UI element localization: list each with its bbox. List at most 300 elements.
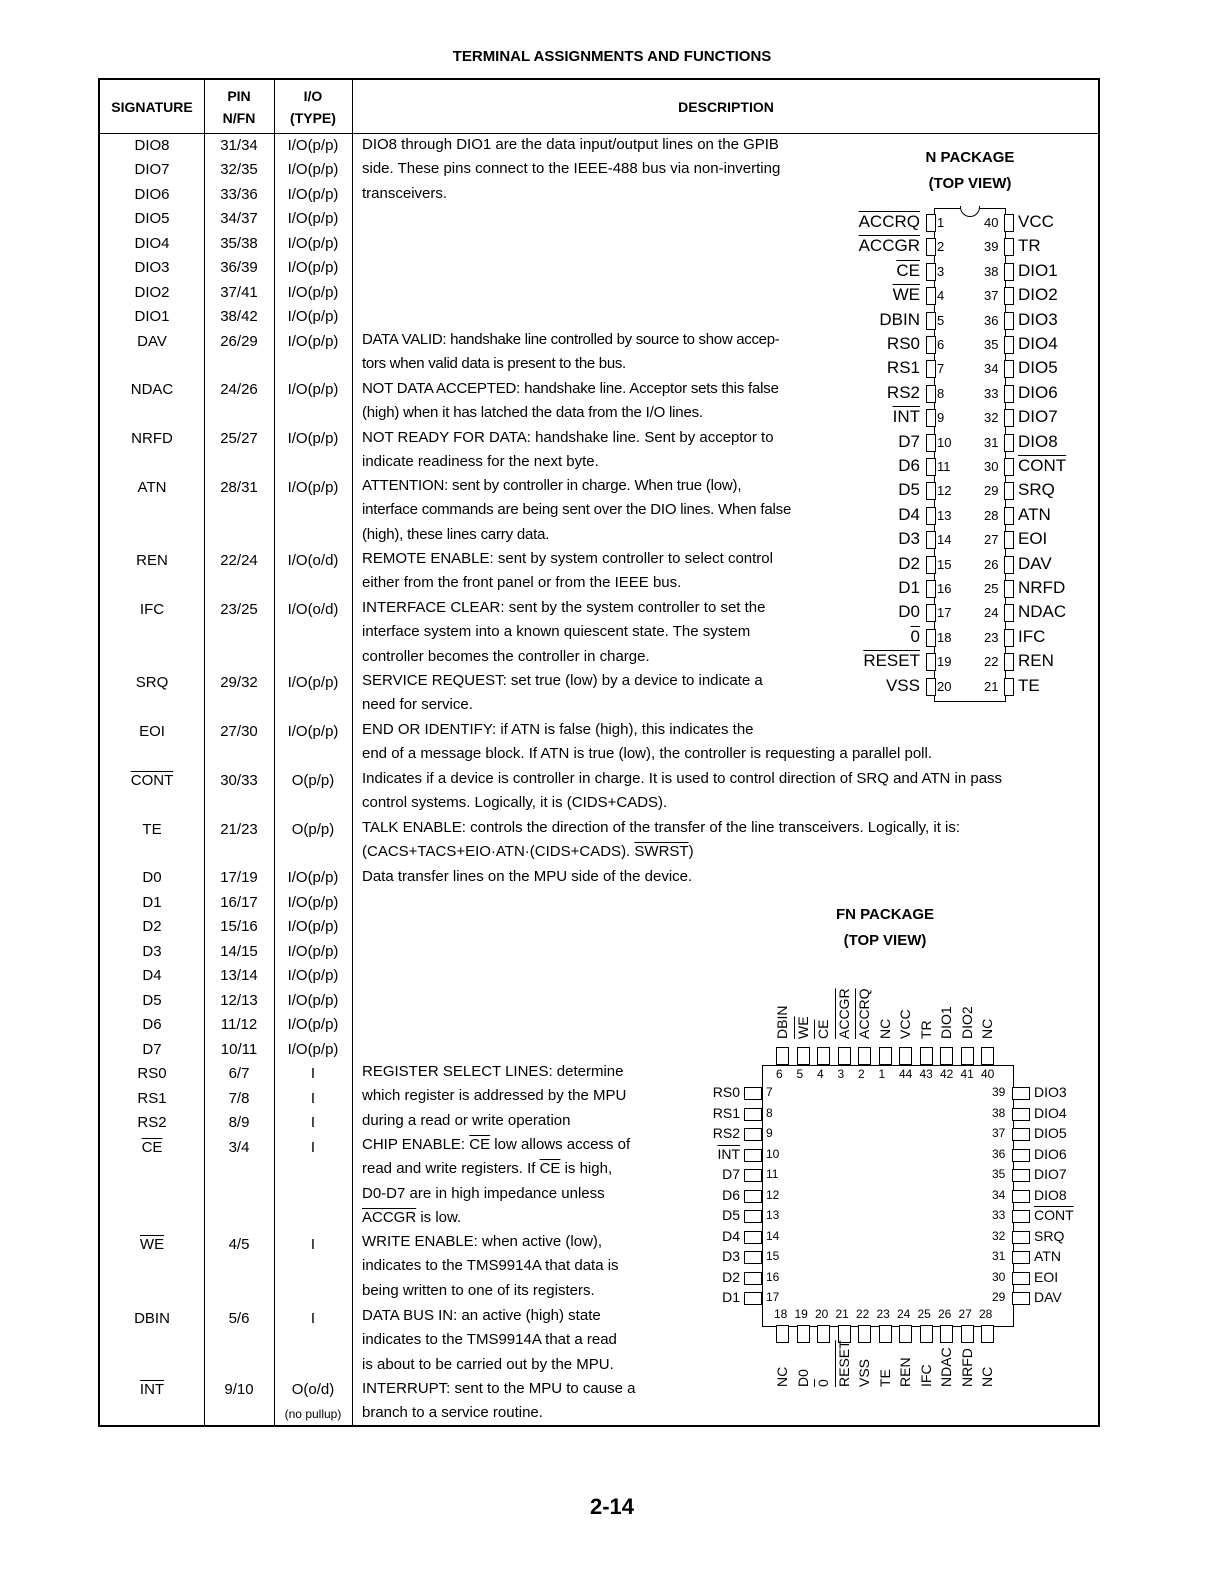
fn-pin-label: D3 [722, 1248, 740, 1264]
row-signature: SRQ [135, 674, 169, 691]
fn-pin-number: 38 [992, 1105, 1006, 1120]
desc-dio: DIO8 through DIO1 are the data input/output lines on the GPIB side. These pins connect to the IEEE-488 bus via non-inverting transceivers. [362, 136, 781, 202]
n-pin-stub [926, 531, 936, 549]
row-signature: CONT [130, 772, 174, 789]
row-pin: 31/34 [220, 137, 258, 154]
row-io-type: I/O(p/p) [287, 674, 339, 691]
row-io-type: I/O(p/p) [287, 186, 339, 203]
n-pin-label: DBIN [879, 309, 920, 329]
n-pin-stub [1004, 678, 1014, 696]
fn-pin-label: DIO1 [938, 1006, 954, 1039]
n-pin-label: D3 [898, 529, 920, 549]
fn-pin-label: DIO5 [1034, 1125, 1067, 1141]
row-signature: ATN [137, 479, 167, 496]
row-signature: D2 [142, 918, 162, 935]
fn-pin-stub [1012, 1292, 1030, 1305]
fn-pin-label: D7 [722, 1166, 740, 1182]
fn-pin-label: $\overline{WE}$ [794, 1016, 811, 1039]
n-pin-number: 22 [984, 654, 999, 670]
n-pin-number: 15 [937, 556, 952, 572]
fn-pin-label: NC [774, 1366, 790, 1387]
row-pin: 7/8 [228, 1090, 250, 1107]
terminal-table [98, 78, 1100, 1427]
n-pin-label: NDAC [1018, 602, 1067, 622]
n-pin-number: 5 [937, 312, 945, 328]
fn-pin-stub [940, 1047, 953, 1065]
n-pin-number: 13 [937, 507, 952, 523]
row-signature: IFC [139, 601, 165, 618]
fn-pin-stub [879, 1047, 892, 1065]
row-pin: 16/17 [220, 894, 258, 911]
page-number: 2-14 [589, 1494, 635, 1519]
desc-rs: REGISTER SELECT LINES: determine which register is addressed by the MPU during a read or write operation [362, 1063, 627, 1129]
n-pin-number: 28 [984, 507, 999, 523]
n-pin-label: IFC [1018, 626, 1046, 646]
row-signature: DIO2 [134, 284, 170, 301]
fn-pin-stub [879, 1325, 892, 1343]
fn-pin-number: 20 [815, 1307, 829, 1321]
row-pin: 29/32 [220, 674, 258, 691]
n-pin-number: 11 [937, 459, 951, 474]
fn-pin-stub [776, 1325, 789, 1343]
n-pin-number: 23 [984, 629, 999, 645]
row-io-type: I [310, 1065, 316, 1082]
fn-package-body [762, 1065, 1014, 1327]
row-signature: RS1 [137, 1090, 167, 1107]
n-pin-stub [1004, 531, 1014, 549]
fn-pin-number: 12 [766, 1187, 780, 1202]
header-io: I/O (TYPE) [290, 87, 336, 126]
fn-pin-number: 44 [899, 1067, 913, 1081]
n-pin-label: RS2 [886, 382, 920, 402]
fn-pin-number: 32 [992, 1228, 1006, 1243]
n-pin-stub [1004, 263, 1014, 281]
n-pin-stub [926, 556, 936, 574]
row-pin: 24/26 [220, 381, 258, 398]
n-pin-label: DIO3 [1018, 309, 1058, 329]
fn-pin-stub [744, 1292, 762, 1305]
row-signature: DIO4 [134, 235, 170, 252]
fn-pin-number: 35 [992, 1167, 1006, 1181]
n-pin-number: 2 [937, 239, 945, 255]
row-signature: REN [136, 552, 168, 569]
table-row [100, 964, 1100, 988]
fn-pin-label: NDAC [938, 1347, 954, 1387]
fn-pin-label: VCC [897, 1009, 913, 1039]
n-pin-number: 35 [984, 337, 999, 352]
n-pin-label: 0 [910, 626, 920, 646]
row-io-type: I/O(p/p) [287, 943, 339, 960]
n-pin-stub [926, 629, 936, 647]
fn-pin-number: 43 [919, 1067, 933, 1081]
n-pin-stub [1004, 287, 1014, 305]
row-signature: D6 [142, 1016, 162, 1033]
row-io-type: I/O(p/p) [287, 869, 339, 886]
row-pin: 37/41 [220, 284, 258, 301]
desc-te: TALK ENABLE: controls the direction of the transfer of the line transceivers. Logically, it is: (CACS+TACS+EIO·ATN·(CIDS+CADS). SWRST) [362, 819, 961, 861]
fn-pin-number: 8 [766, 1105, 773, 1120]
row-signature: DIO7 [134, 161, 170, 178]
row-pin: 11/12 [220, 1016, 258, 1033]
n-pin-number: 14 [937, 532, 952, 548]
n-pin-label: EOI [1018, 529, 1048, 549]
desc-srq: SERVICE REQUEST: set true (low) by a device to indicate a need for service. [362, 672, 763, 714]
fn-pin-stub [1012, 1231, 1030, 1244]
n-pin-stub [926, 360, 936, 378]
n-pin-label: ATN [1018, 504, 1051, 524]
row-pin: 22/24 [220, 552, 258, 569]
n-pin-label: D7 [898, 431, 920, 451]
n-pin-stub [1004, 556, 1014, 574]
row-signature: D1 [142, 894, 162, 911]
row-pin: 28/31 [220, 479, 258, 496]
row-pin: 10/11 [220, 1041, 258, 1058]
row-io-type: I/O(p/p) [287, 894, 339, 911]
row-io-type: I/O(p/p) [287, 967, 339, 984]
fn-pin-number: 27 [958, 1307, 972, 1321]
row-signature: D7 [142, 1041, 162, 1058]
fn-pin-label: RS1 [712, 1104, 740, 1121]
fn-pin-label: DIO7 [1034, 1166, 1067, 1182]
n-pin-number: 21 [984, 678, 999, 694]
n-pin-label: D5 [898, 480, 920, 500]
fn-pin-label: D5 [722, 1207, 740, 1223]
fn-pin-number: 30 [992, 1269, 1006, 1284]
fn-pin-label: $\overline{INT}$ [717, 1145, 740, 1162]
row-io-type: I [310, 1114, 316, 1131]
row-signature: NRFD [131, 430, 173, 447]
row-io-type: I/O(p/p) [287, 259, 339, 276]
fn-pin-number: 23 [876, 1307, 890, 1321]
header-signature: SIGNATURE [111, 98, 193, 115]
n-pin-label: RESET [863, 651, 920, 671]
row-signature: D4 [142, 967, 162, 984]
fn-pin-stub [961, 1325, 974, 1343]
n-pin-number: 4 [937, 288, 945, 304]
page-title: TERMINAL ASSIGNMENTS AND FUNCTIONS [452, 48, 772, 65]
row-pin: 14/15 [220, 943, 258, 960]
n-pin-number: 3 [937, 263, 945, 279]
fn-pin-stub [744, 1108, 762, 1121]
fn-pin-stub [940, 1325, 953, 1343]
n-pin-number: 39 [984, 239, 999, 255]
n-pin-stub [926, 238, 936, 256]
fn-pin-number: 9 [766, 1126, 773, 1140]
row-pin: 9/10 [224, 1381, 254, 1398]
desc-ifc: INTERFACE CLEAR: sent by the system controller to set the interface system into a known quiescent state. The system controller becomes the controller in charge. [362, 599, 766, 665]
n-pin-number: 31 [984, 434, 999, 450]
n-pin-stub [1004, 458, 1014, 476]
row-signature: DIO3 [134, 259, 170, 276]
desc-dbin: DATA BUS IN: an active (high) state indicates to the TMS9914A that a read is about to be carried out by the MPU. [362, 1307, 617, 1373]
fn-pin-stub [744, 1272, 762, 1285]
row-signature: $\overline{INT}$ [139, 1381, 165, 1398]
n-pin-stub [1004, 580, 1014, 598]
fn-pin-stub [981, 1047, 994, 1065]
row-signature: $\overline{CE}$ [141, 1139, 163, 1156]
row-io-type: I/O(p/p) [287, 430, 339, 447]
fn-pin-stub [797, 1047, 810, 1065]
row-signature: DIO5 [134, 210, 170, 227]
fn-pin-number: 3 [837, 1067, 845, 1081]
n-pin-stub [926, 482, 936, 500]
n-pin-number: 30 [984, 459, 999, 474]
fn-pin-label: D6 [722, 1186, 740, 1203]
fn-pin-number: 16 [766, 1269, 780, 1284]
n-pin-number: 25 [984, 581, 999, 596]
n-pin-stub [926, 580, 936, 598]
fn-pin-label: SRQ [1034, 1227, 1065, 1244]
n-pin-stub [1004, 434, 1014, 452]
row-signature: $\overline{WE}$ [139, 1236, 165, 1253]
fn-pin-label: NC [876, 1018, 893, 1039]
fn-pin-label: CONT [1034, 1207, 1074, 1223]
row-io-note: (no pullup) [284, 1407, 342, 1421]
fn-pin-number: 33 [992, 1208, 1006, 1222]
fn-pin-number: 15 [766, 1249, 780, 1263]
fn-pin-stub [1012, 1210, 1030, 1223]
row-io-type: I/O(p/p) [287, 918, 339, 935]
n-pin-number: 18 [937, 629, 952, 645]
row-pin: 23/25 [220, 601, 258, 618]
row-io-type: I/O(o/d) [287, 601, 339, 618]
row-io-type: I [310, 1310, 316, 1327]
row-pin: 36/39 [220, 259, 258, 276]
row-pin: 27/30 [220, 723, 258, 740]
fn-pin-number: 28 [979, 1307, 993, 1321]
n-pin-label: TR [1018, 236, 1041, 256]
row-io-type: I/O(p/p) [287, 723, 339, 740]
row-io-type: I/O(p/p) [287, 479, 339, 496]
fn-pin-stub [858, 1047, 871, 1065]
fn-pin-number: 17 [766, 1290, 780, 1304]
n-pin-stub [1004, 360, 1014, 378]
desc-cont: Indicates if a device is controller in charge. It is used to control direction of SRQ and ATN in pass control systems. Logically, it is (CIDS+CADS). [362, 770, 1003, 812]
row-pin: 33/36 [220, 186, 258, 203]
n-pin-label: ACCRQ [858, 212, 920, 231]
n-pin-label: D6 [898, 456, 920, 475]
n-pin-stub [1004, 409, 1014, 427]
row-signature: D0 [142, 869, 162, 886]
fn-pin-label: D1 [722, 1289, 740, 1305]
n-pin-label: TE [1018, 675, 1040, 695]
n-pin-number: 29 [984, 483, 999, 499]
row-pin: 38/42 [220, 308, 258, 325]
n-pin-number: 19 [937, 654, 952, 670]
fn-pin-label: D0 [794, 1369, 811, 1387]
fn-pin-number: 37 [992, 1126, 1006, 1140]
fn-pin-stub [1012, 1128, 1030, 1141]
n-pin-number: 9 [937, 410, 945, 426]
fn-pin-label: DIO3 [1034, 1084, 1067, 1100]
fn-package-title: FN PACKAGE (TOP VIEW) [835, 906, 935, 949]
fn-pin-label: DIO8 [1034, 1186, 1067, 1203]
desc-d: Data transfer lines on the MPU side of the device. [362, 868, 693, 885]
fn-pin-label: NRFD [958, 1348, 975, 1387]
row-signature: D5 [142, 992, 162, 1009]
row-pin: 35/38 [220, 235, 258, 252]
fn-pin-label: 0 [815, 1379, 831, 1387]
row-io-type: I [310, 1090, 316, 1107]
n-pin-stub [1004, 629, 1014, 647]
row-signature: DAV [137, 333, 167, 350]
row-io-type: I/O(o/d) [287, 552, 339, 569]
n-pin-stub [926, 263, 936, 281]
fn-pin-stub [1012, 1251, 1030, 1264]
n-pin-label: DIO6 [1018, 382, 1058, 402]
fn-pin-stub [981, 1325, 994, 1343]
fn-pin-number: 36 [992, 1146, 1006, 1161]
desc-ce: CHIP ENABLE: $\overline{CE}$ low allows access of read and write registers. If $\overline{CE}$ is high, D0-D7 are in high impedance unless ACCGR is low. [362, 1136, 631, 1227]
desc-atn: ATTENTION: sent by controller in charge. When true (low), interface commands are being sent over the DIO lines. When false (high), these lines carry data. [362, 477, 792, 543]
n-pin-label: DIO1 [1018, 260, 1058, 280]
row-io-type: I/O(p/p) [287, 235, 339, 252]
fn-pin-label: $\overline{CE}$ [815, 1019, 831, 1039]
fn-pin-number: 29 [992, 1290, 1006, 1304]
n-pin-number: 6 [937, 337, 945, 352]
n-pin-label: DIO2 [1018, 285, 1058, 305]
row-pin: 17/19 [220, 869, 258, 886]
fn-pin-stub [744, 1210, 762, 1223]
n-pin-number: 32 [984, 410, 999, 426]
fn-pin-stub [744, 1251, 762, 1264]
fn-pin-stub [744, 1169, 762, 1182]
n-pin-label: REN [1018, 651, 1054, 671]
fn-pin-label: ATN [1034, 1248, 1061, 1264]
n-pin-label: DAV [1018, 553, 1052, 573]
n-pin-label: DIO5 [1018, 358, 1058, 378]
n-package-body [934, 208, 1006, 702]
fn-pin-label: VSS [856, 1358, 872, 1387]
row-pin: 3/4 [228, 1139, 250, 1156]
fn-pin-stub [817, 1047, 830, 1065]
row-pin: 13/14 [220, 967, 258, 984]
row-io-type: I/O(p/p) [287, 308, 339, 325]
fn-pin-label: NC [979, 1366, 995, 1387]
fn-pin-label: NC [979, 1018, 995, 1039]
n-pin-number: 37 [984, 288, 999, 304]
n-pin-label: $\overline{WE}$ [892, 285, 920, 305]
fn-pin-number: 11 [766, 1167, 779, 1181]
fn-pin-number: 21 [835, 1307, 849, 1321]
fn-pin-label: D2 [722, 1268, 740, 1285]
fn-pin-number: 24 [897, 1307, 911, 1321]
n-pin-stub [1004, 653, 1014, 671]
fn-pin-number: 26 [938, 1307, 952, 1321]
header-description: DESCRIPTION [678, 98, 774, 115]
row-io-type: I/O(p/p) [287, 381, 339, 398]
row-io-type: I/O(p/p) [287, 1016, 339, 1033]
n-pin-stub [1004, 482, 1014, 500]
row-io-type: I/O(p/p) [287, 333, 339, 350]
fn-pin-label: IFC [917, 1364, 934, 1387]
fn-pin-stub [920, 1047, 933, 1065]
n-package-title: N PACKAGE (TOP VIEW) [925, 149, 1015, 192]
n-pin-number: 10 [937, 434, 952, 450]
n-pin-label: RS0 [886, 334, 920, 353]
desc-nrfd: NOT READY FOR DATA: handshake line. Sent by acceptor to indicate readiness for the next byte. [362, 429, 774, 471]
n-pin-stub [1004, 604, 1014, 622]
fn-pin-stub [797, 1325, 810, 1343]
n-pin-stub [926, 287, 936, 305]
n-pin-label: D0 [898, 602, 920, 622]
row-signature: DIO6 [134, 186, 170, 203]
n-pin-number: 27 [984, 532, 999, 548]
fn-pin-number: 22 [856, 1307, 870, 1321]
fn-pin-stub [1012, 1169, 1030, 1182]
desc-we: WRITE ENABLE: when active (low), indicates to the TMS9914A that data is being written to one of its registers. [362, 1233, 619, 1299]
n-pin-stub [1004, 336, 1014, 354]
fn-pin-label: REN [897, 1357, 913, 1387]
fn-pin-stub [744, 1087, 762, 1100]
n-pin-number: 1 [937, 215, 945, 230]
row-signature: DIO8 [134, 137, 170, 154]
n-pin-stub [1004, 385, 1014, 403]
n-pin-label: VCC [1018, 212, 1054, 231]
fn-pin-stub [744, 1231, 762, 1244]
n-pin-stub [926, 653, 936, 671]
n-pin-label: DIO7 [1018, 407, 1058, 427]
row-pin: 21/23 [220, 821, 258, 838]
n-pin-number: 36 [984, 312, 999, 328]
row-io-type: I/O(p/p) [287, 137, 339, 154]
row-signature: DBIN [134, 1310, 170, 1327]
fn-pin-label: RESET [835, 1340, 852, 1387]
fn-pin-stub [1012, 1272, 1030, 1285]
n-pin-number: 34 [984, 361, 999, 377]
fn-pin-label: DAV [1034, 1289, 1062, 1305]
fn-pin-number: 7 [766, 1085, 773, 1099]
fn-pin-number: 1 [878, 1067, 886, 1081]
row-io-type: I/O(p/p) [287, 161, 339, 178]
n-pin-number: 20 [937, 678, 952, 694]
n-pin-number: 8 [937, 385, 945, 401]
row-pin: 12/13 [220, 992, 258, 1009]
row-signature: D3 [142, 943, 162, 960]
n-pin-label: SRQ [1018, 480, 1055, 500]
n-pin-stub [926, 385, 936, 403]
fn-pin-label: DIO6 [1034, 1145, 1067, 1162]
row-pin: 6/7 [228, 1065, 250, 1082]
row-io-type: I/O(p/p) [287, 210, 339, 227]
n-pin-number: 12 [937, 483, 952, 499]
row-pin: 34/37 [220, 210, 258, 227]
n-pin-number: 17 [937, 605, 952, 621]
n-pin-stub [1004, 507, 1014, 525]
fn-pin-stub [817, 1325, 830, 1343]
row-io-type: I [310, 1139, 316, 1156]
desc-int: INTERRUPT: sent to the MPU to cause a branch to a service routine. [362, 1380, 636, 1422]
row-pin: 30/33 [220, 772, 258, 789]
fn-pin-label: TE [876, 1369, 893, 1387]
n-pin-stub [926, 312, 936, 330]
row-io-type: I/O(p/p) [287, 992, 339, 1009]
n-pin-stub [926, 214, 936, 232]
fn-pin-stub [776, 1047, 789, 1065]
row-pin: 4/5 [228, 1236, 250, 1253]
fn-pin-number: 25 [917, 1307, 931, 1321]
fn-pin-number: 4 [817, 1067, 824, 1081]
n-pin-stub [926, 507, 936, 525]
fn-pin-stub [899, 1325, 912, 1343]
row-pin: 15/16 [220, 918, 258, 935]
desc-dav: DATA VALID: handshake line controlled by source to show accep- tors when valid data is present to the bus. [362, 331, 780, 373]
n-pin-stub [1004, 238, 1014, 256]
n-pin-number: 33 [984, 385, 999, 401]
row-io-type: O(o/d) [291, 1381, 335, 1398]
n-pin-label: CONT [1018, 456, 1067, 475]
row-io-type: O(p/p) [291, 821, 335, 838]
